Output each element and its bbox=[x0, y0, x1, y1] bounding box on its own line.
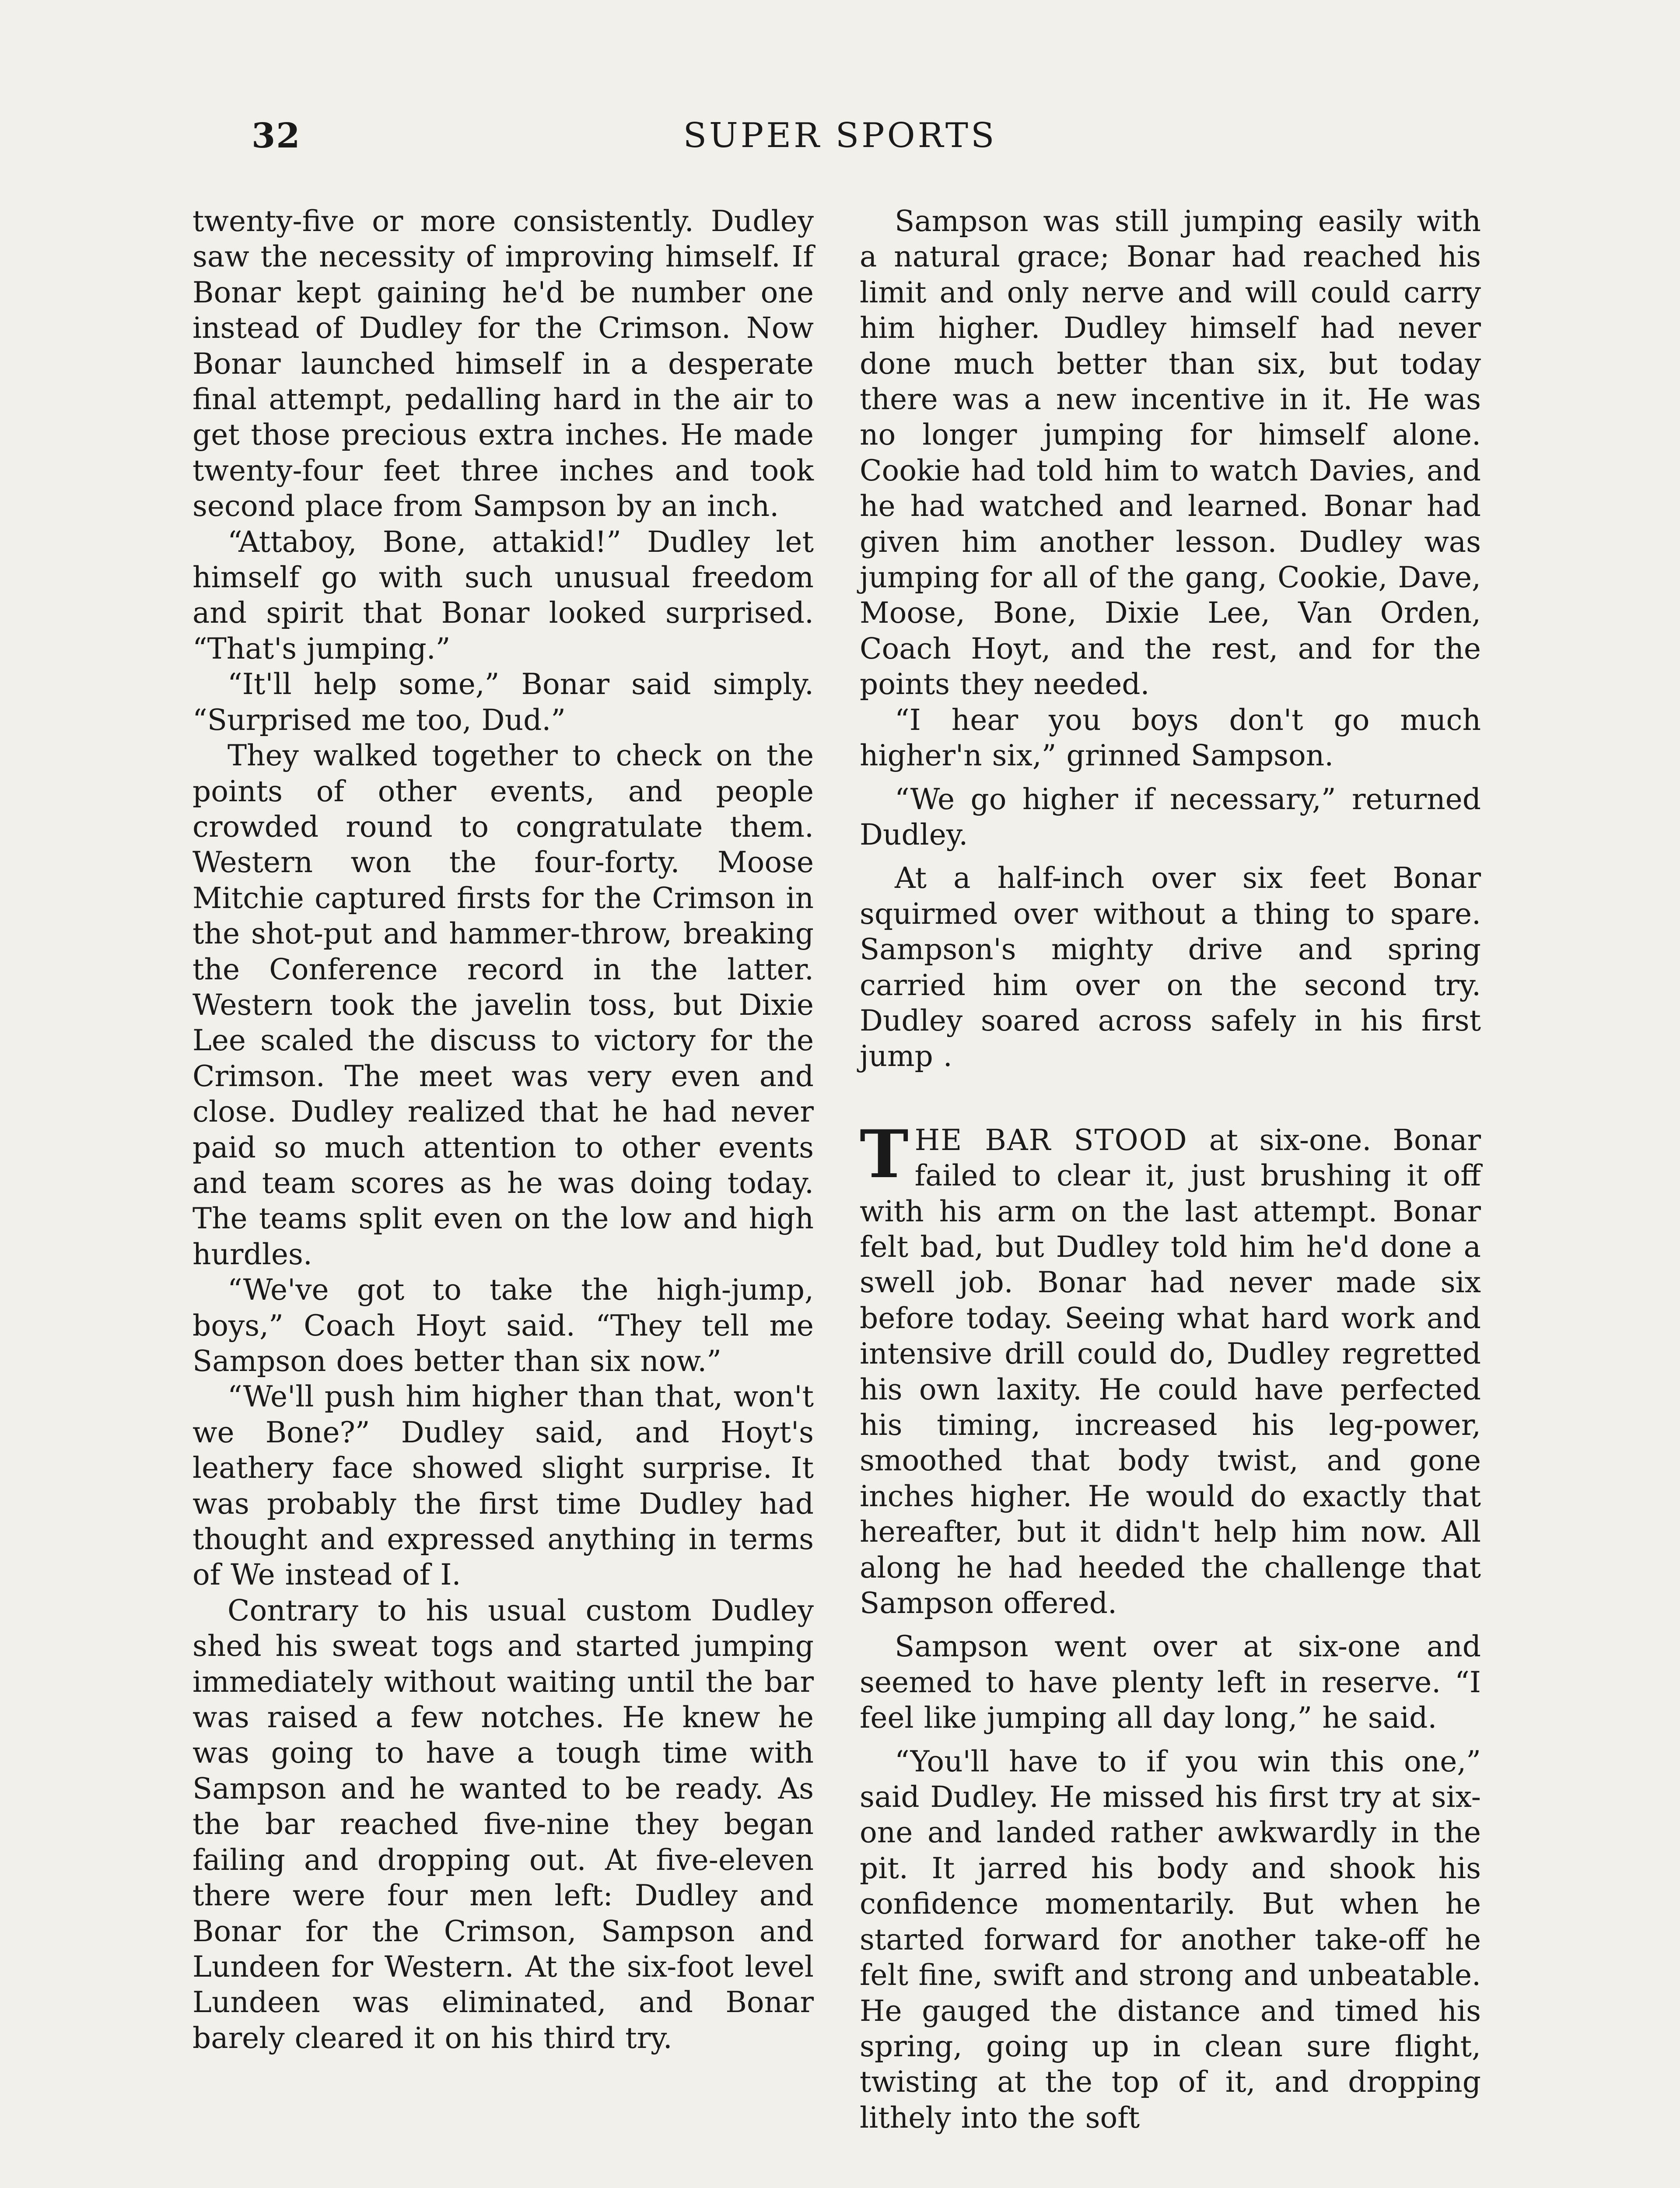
page-header bbox=[192, 116, 1488, 168]
section-opening-paragraph bbox=[860, 1115, 1481, 1621]
section-opening-text: at six-one. Bonar failed to clear it, just brushing it off with his arm on the last attempt. Bonar felt bad, but Dudley told him he'd done a swell job. Bonar had never made six before today. Seeing what hard work and intensive drill could do, Dudley regretted his own laxity. He could have perfected his timing, increased his leg-power, smoothed that body twist, and gone inches higher. He would do exactly that hereafter, but it didn't help him now. All along he had heeded the challenge that Sampson offered. bbox=[860, 1123, 1481, 1620]
paragraph: “Attaboy, Bone, attakid!” Dudley let himself go with such unusual freedom and spirit that Bonar looked surprised. “That's jumping.” bbox=[192, 525, 814, 666]
paragraph: twenty-five or more consistently. Dudley saw the necessity of improving himself. If Bonar kept gaining he'd be number one instead of Dudley for the Crimson. Now Bonar launched himself in a desperate final attempt, pedalling hard in the air to get those precious extra inches. He made twenty-four feet three inches and took second place from Sampson by an inch. bbox=[192, 204, 814, 523]
running-title: SUPER SPORTS bbox=[683, 116, 997, 155]
paragraph: They walked together to check on the points of other events, and people crowded round to congratulate them. Western won the four-forty. Moose Mitchie captured firsts for the Crimson in the shot-put and hammer-throw, breaking the Conference record in the latter. Western took the javelin toss, but Dixie Lee scaled the discuss to victory for the Crimson. The meet was very even and close. Dudley realized that he had never paid so much attention to other events and team scores as he was doing today. The teams split even on the low and high hurdles. bbox=[192, 739, 814, 1271]
paragraph: “You'll have to if you win this one,” said Dudley. He missed his first try at six-one and landed rather awkwardly in the pit. It jarred his body and shook his confidence momentarily. But when he started forward for another take-off he felt fine, swift and strong and unbeatable. He gauged the distance and timed his spring, going up in clean sure flight, twisting at the top of it, and dropping lithely into the soft bbox=[860, 1744, 1481, 2135]
paragraph: At a half-inch over six feet Bonar squirmed over without a thing to spare. Sampson's mighty drive and spring carried him over on the second try. Dudley soared across safely in his first jump . bbox=[860, 861, 1481, 1073]
paragraph: Sampson was still jumping easily with a natural grace; Bonar had reached his limit and only nerve and will could carry him higher. Dudley himself had never done much better than six, but today there was a new incentive in it. He was no longer jumping for himself alone. Cookie had told him to watch Davies, and he had watched and learned. Bonar had given him another lesson. Dudley was jumping for all of the gang, Cookie, Dave, Moose, Bone, Dixie Lee, Van Orden, Coach Hoyt, and the rest, and for the points they needed. bbox=[860, 204, 1481, 701]
left-column bbox=[192, 203, 814, 2056]
paragraph: Sampson went over at six-one and seemed to have plenty left in reserve. “I feel like jumping all day long,” he said. bbox=[860, 1630, 1481, 1735]
paragraph: “It'll help some,” Bonar said simply. “Surprised me too, Dud.” bbox=[192, 667, 814, 737]
paragraph: “We've got to take the high-jump, boys,” Coach Hoyt said. “They tell me Sampson does better than six now.” bbox=[192, 1273, 814, 1378]
paragraph: “I hear you boys don't go much higher'n six,” grinned Sampson. bbox=[860, 703, 1481, 773]
drop-cap: T bbox=[860, 1115, 909, 1193]
page-number: 32 bbox=[252, 116, 301, 156]
paragraph: “We go higher if necessary,” returned Dudley. bbox=[860, 782, 1481, 852]
lead-caps: HE BAR STOOD bbox=[914, 1123, 1188, 1157]
paragraph: Contrary to his usual custom Dudley shed his sweat togs and started jumping immediately without waiting until the bar was raised a few notches. He knew he was going to have a tough time with Sampson and he wanted to be ready. As the bar reached five-nine they began failing and dropping out. At five-eleven there were four men left: Dudley and Bonar for the Crimson, Sampson and Lundeen for Western. At the six-foot level Lundeen was eliminated, and Bonar barely cleared it on his third try. bbox=[192, 1593, 814, 2055]
paragraph: “We'll push him higher than that, won't we Bone?” Dudley said, and Hoyt's leathery face showed slight surprise. It was probably the first time Dudley had thought and expressed anything in terms of We instead of I. bbox=[192, 1380, 814, 1592]
right-column bbox=[860, 203, 1481, 2135]
